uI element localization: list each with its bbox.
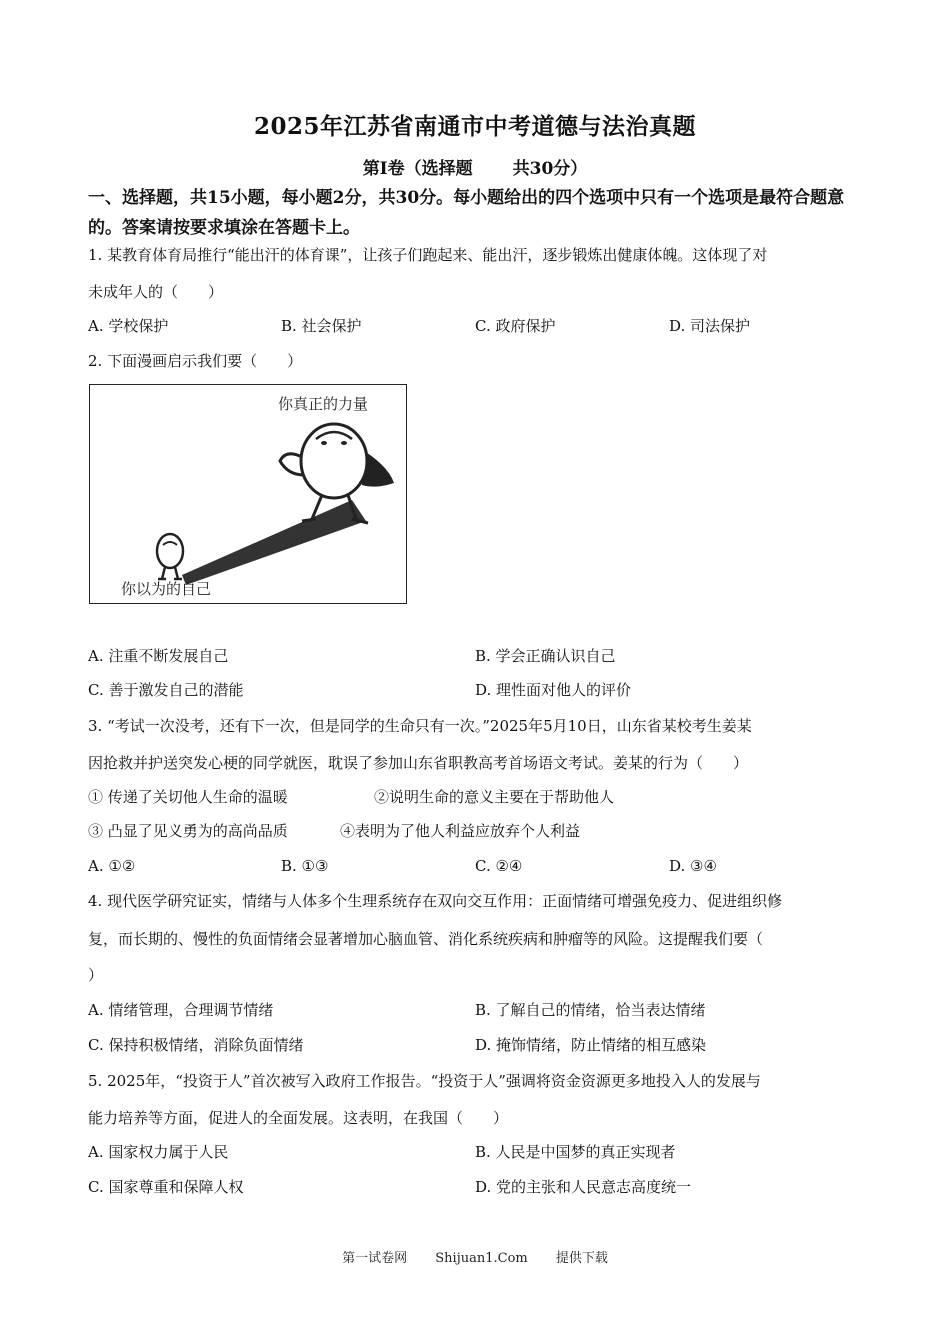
- footer-domain[interactable]: Shijuan1.Com: [435, 1251, 528, 1266]
- q3-statement-2: ②说明生命的意义主要在于帮助他人: [374, 788, 615, 806]
- q1-option-d[interactable]: D. 司法保护: [669, 317, 751, 335]
- q3-stem-line1: 3. “考试一次没考，还有下一次，但是同学的生命只有一次。”2025年5月10日，山东省某校考生姜某: [88, 717, 752, 735]
- comic-drawing: [90, 385, 406, 603]
- big-figure-eye-left: [321, 441, 327, 445]
- q4-stem-line1: 4. 现代医学研究证实，情绪与人体多个生理系统存在双向交互作用：正面情绪可增强免疫力、促进组织修: [88, 892, 783, 910]
- part-label: 第Ⅰ卷（选择题: [362, 159, 473, 179]
- comic-bottom-label: 你以为的自己: [121, 580, 212, 598]
- q3-statement-1: ① 传递了关切他人生命的温暖: [88, 788, 288, 806]
- q4-option-b[interactable]: B. 了解自己的情绪，恰当表达情绪: [475, 1001, 706, 1019]
- q1-stem-line2: 未成年人的（ ）: [88, 283, 224, 301]
- q5-option-d[interactable]: D. 党的主张和人民意志高度统一: [475, 1178, 692, 1196]
- q3-option-a[interactable]: A. ①②: [88, 857, 136, 875]
- q2-option-d[interactable]: D. 理性面对他人的评价: [475, 681, 632, 699]
- q4-stem-line2: 复，而长期的、慢性的负面情绪会显著增加心脑血管、消化系统疾病和肿瘤等的风险。这提醒我们要（: [88, 930, 764, 948]
- footer-site: 第一试卷网: [342, 1251, 408, 1266]
- section-heading: 一、选择题，共15小题，每小题2分，共30分。每小题给出的四个选项中只有一个选项是最符合题意的。答案请按要求填涂在答题卡上。: [88, 188, 845, 238]
- shadow-shape: [182, 500, 366, 585]
- q1-stem-line1: 1. 某教育体育局推行“能出汗的体育课”，让孩子们跑起来、能出汗，逐步锻炼出健康体魄。这体现了对: [88, 246, 768, 264]
- part-score: 共30分）: [512, 159, 588, 179]
- part-heading: [0, 154, 950, 179]
- q4-option-d[interactable]: D. 掩饰情绪，防止情绪的相互感染: [475, 1036, 707, 1054]
- q4-stem-line3: ）: [88, 966, 104, 984]
- small-figure-head: [157, 534, 183, 568]
- footer-note: 提供下载: [555, 1251, 608, 1266]
- q5-option-b[interactable]: B. 人民是中国梦的真正实现者: [475, 1143, 676, 1161]
- q1-option-a[interactable]: A. 学校保护: [88, 317, 169, 335]
- q3-option-b[interactable]: B. ①③: [281, 857, 329, 875]
- q4-option-a[interactable]: A. 情绪管理，合理调节情绪: [88, 1001, 274, 1019]
- q1-option-b[interactable]: B. 社会保护: [281, 317, 362, 335]
- q2-option-a[interactable]: A. 注重不断发展自己: [88, 647, 229, 665]
- big-figure-eye-right: [341, 441, 347, 445]
- q2-option-c[interactable]: C. 善于激发自己的潜能: [88, 681, 244, 699]
- q3-option-d[interactable]: D. ③④: [669, 857, 717, 875]
- q4-option-c[interactable]: C. 保持积极情绪，消除负面情绪: [88, 1036, 304, 1054]
- q5-option-c[interactable]: C. 国家尊重和保障人权: [88, 1178, 244, 1196]
- q2-stem-line1: 2. 下面漫画启示我们要（ ）: [88, 352, 303, 370]
- comic-top-label: 你真正的力量: [278, 395, 369, 413]
- q3-statement-4: ④表明为了他人利益应放弃个人利益: [340, 822, 581, 840]
- comic-image: [89, 384, 407, 604]
- q5-option-a[interactable]: A. 国家权力属于人民: [88, 1143, 229, 1161]
- big-figure-body: [301, 424, 367, 498]
- q5-stem-line1: 5. 2025年，“投资于人”首次被写入政府工作报告。“投资于人”强调将资金资源更多地投入人的发展与: [88, 1072, 761, 1090]
- q1-option-c[interactable]: C. 政府保护: [475, 317, 556, 335]
- q3-statement-3: ③ 凸显了见义勇为的高尚品质: [88, 822, 288, 840]
- page-title: 2025年江苏省南通市中考道德与法治真题: [253, 113, 696, 140]
- q3-stem-line2: 因抢救并护送突发心梗的同学就医，耽误了参加山东省职教高考首场语文考试。姜某的行为（ ）: [88, 754, 749, 772]
- q2-option-b[interactable]: B. 学会正确认识自己: [475, 647, 616, 665]
- q5-stem-line2: 能力培养等方面，促进人的全面发展。这表明，在我国（ ）: [88, 1109, 509, 1127]
- q3-option-c[interactable]: C. ②④: [475, 857, 523, 875]
- page-footer: [0, 1247, 950, 1266]
